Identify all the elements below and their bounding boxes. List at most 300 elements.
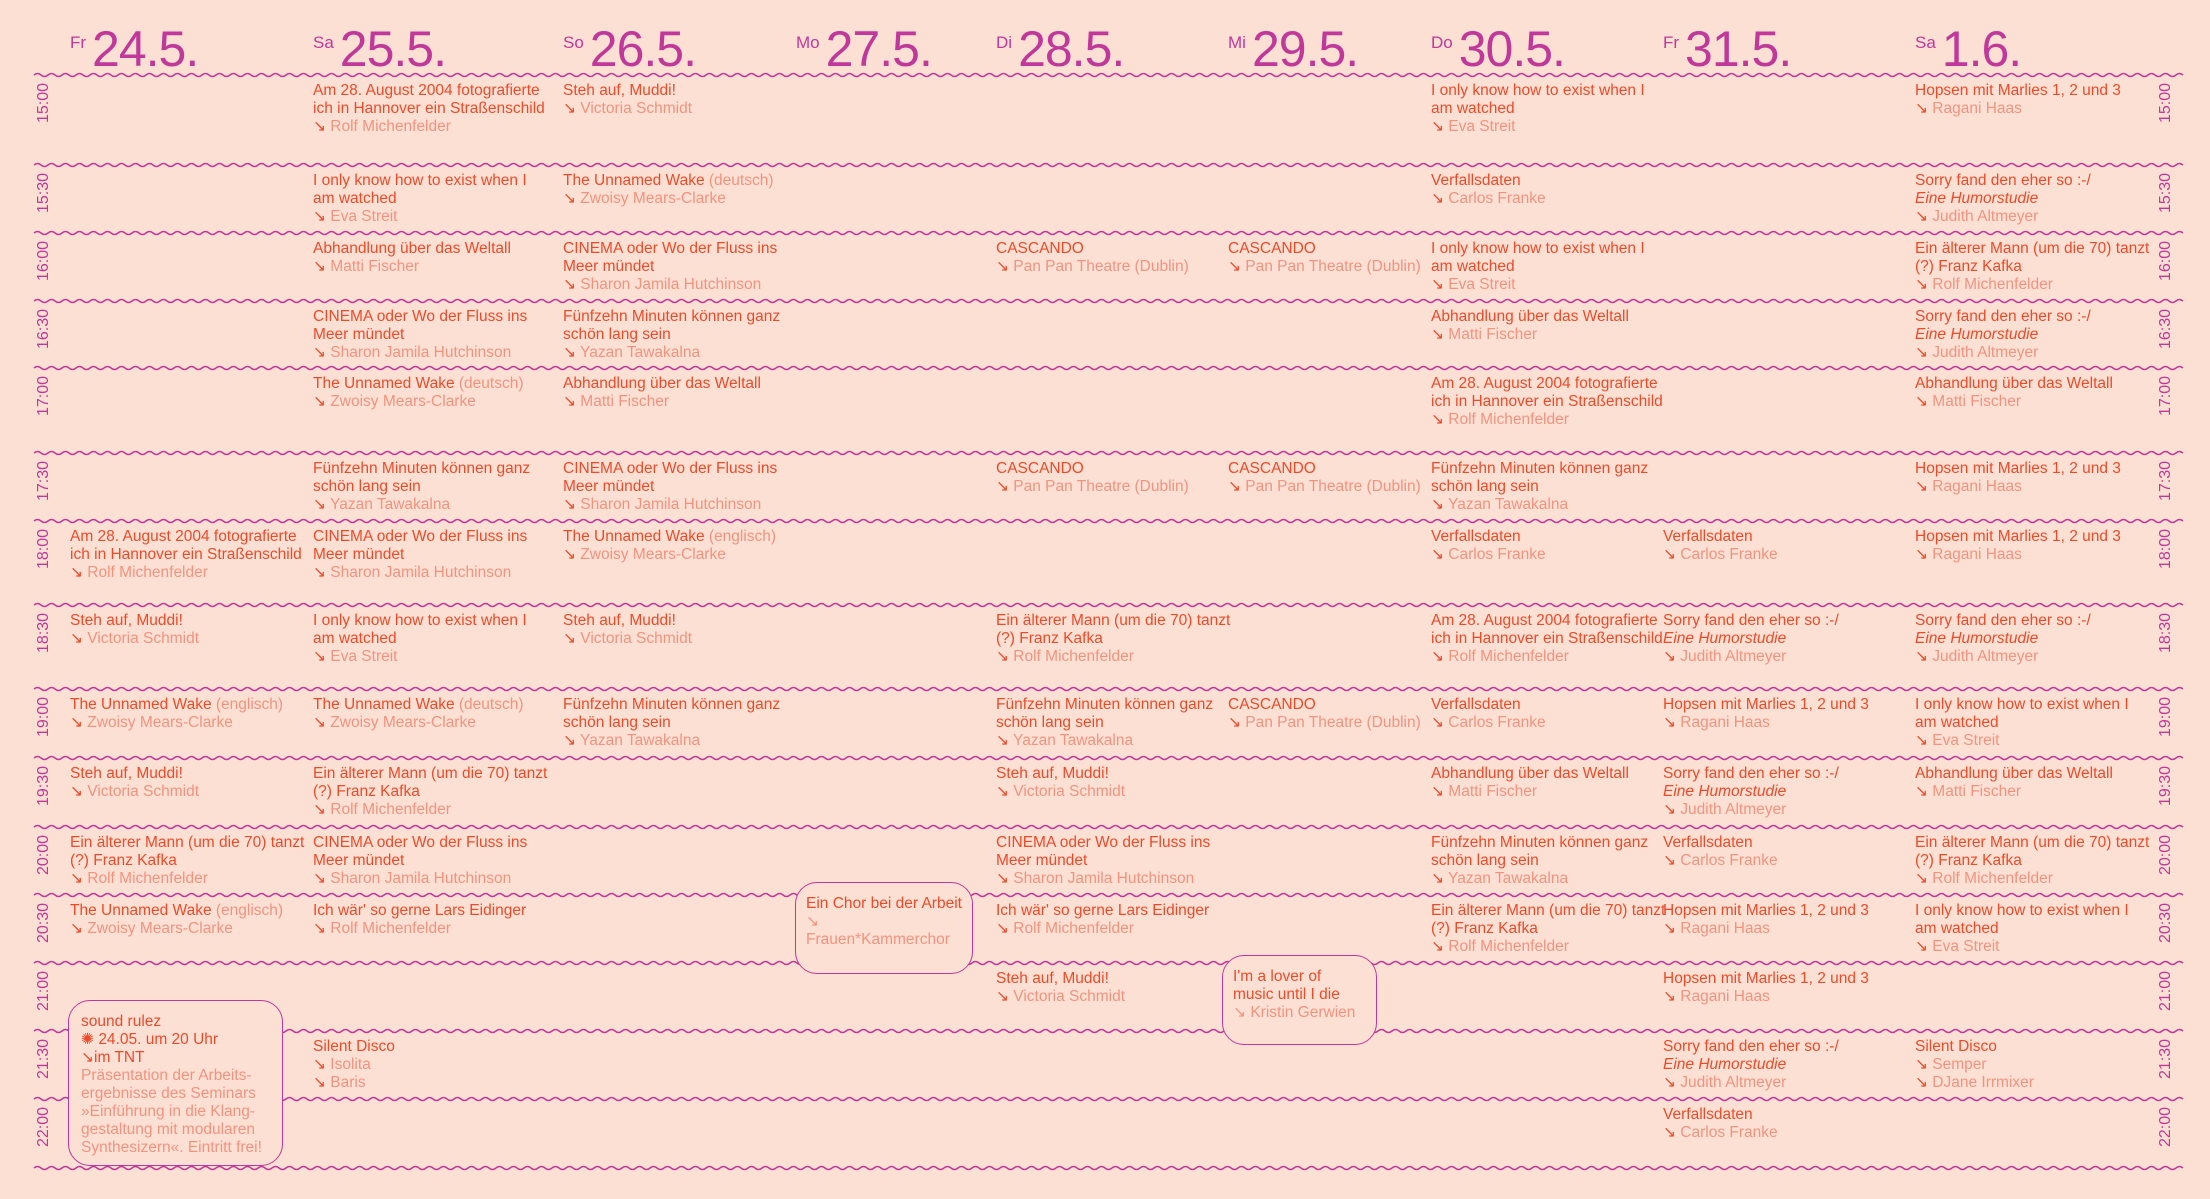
event-title: Ein älterer Mann (um die 70) tanzt (?) Franz Kafka (70, 834, 305, 869)
event[interactable] (1663, 1038, 1901, 1092)
event-title: CINEMA oder Wo der Fluss ins Meer mündet (313, 528, 528, 563)
arrow-icon: ↘ (313, 118, 331, 135)
arrow-icon: ↘ (996, 783, 1014, 800)
arrow-icon: ↘ (313, 1074, 331, 1091)
event-title: Hopsen mit Marlies 1, 2 und 3 (1663, 696, 1869, 713)
grid-line (34, 300, 2183, 303)
event-title: Verfallsdaten (1431, 528, 1521, 545)
event-person: ↘ Isolita (313, 1056, 371, 1073)
arrow-icon: ↘ (1431, 870, 1449, 887)
event-title: CINEMA oder Wo der Fluss ins Meer mündet (563, 240, 778, 275)
event-title: I only know how to exist when I am watched (313, 612, 527, 647)
arrow-icon: ↘ (1915, 100, 1933, 117)
event[interactable] (996, 834, 1234, 888)
event-title: Sorry fand den eher so :-/ (1915, 308, 2091, 325)
event-subtitle: Eine Humorstudie (1663, 783, 1787, 800)
event[interactable] (996, 240, 1234, 276)
event[interactable] (1663, 1106, 1901, 1142)
event[interactable] (1915, 172, 2153, 226)
event-person: ↘ Rolf Michenfelder (313, 920, 451, 937)
special-event-person: Frauen*Kammerchor (806, 931, 950, 948)
event[interactable] (1431, 460, 1669, 514)
event-person: ↘ Pan Pan Theatre (Dublin) (996, 478, 1189, 495)
event[interactable] (1431, 765, 1669, 801)
event[interactable] (563, 308, 801, 362)
arrow-icon: ↘ (313, 920, 331, 937)
event-title: Fünfzehn Minuten können ganz schön lang sein (563, 308, 781, 343)
arrow-icon: ↘ (996, 258, 1014, 275)
weekday-label: Do (1431, 33, 1453, 52)
event[interactable] (313, 696, 551, 732)
event-title: Hopsen mit Marlies 1, 2 und 3 (1663, 902, 1869, 919)
arrow-icon: ↘ (563, 393, 581, 410)
event-person: ↘ Rolf Michenfelder (996, 920, 1134, 937)
arrow-icon: ↘ (1431, 496, 1449, 513)
arrow-icon: ↘ (1915, 938, 1933, 955)
event[interactable] (1663, 970, 1901, 1006)
event-person: ↘ Yazan Tawakalna (1431, 496, 1569, 513)
event-person: ↘ Yazan Tawakalna (1431, 870, 1569, 887)
event-person: ↘ Matti Fischer (1915, 783, 2022, 800)
event-title: I only know how to exist when I am watched (313, 172, 527, 207)
event-language-note: (englisch) (704, 528, 777, 545)
arrow-icon: ↘ (313, 1056, 331, 1073)
event-title: Abhandlung über das Weltall (313, 240, 511, 257)
event-person: ↘ Sharon Jamila Hutchinson (563, 496, 762, 513)
arrow-icon: ↘ (1663, 1124, 1681, 1141)
event-person: ↘ Zwoisy Mears-Clarke (313, 714, 476, 731)
arrow-icon: ↘ (1663, 852, 1681, 869)
weekday-label: Fr (70, 33, 87, 52)
event[interactable] (996, 612, 1234, 666)
event-title: CINEMA oder Wo der Fluss ins Meer mündet (996, 834, 1211, 869)
event-title: I only know how to exist when I am watched (1431, 240, 1645, 275)
event[interactable] (1431, 240, 1669, 294)
arrow-icon: ↘ (1915, 732, 1933, 749)
arrow-icon: ↘ (1228, 258, 1246, 275)
event-person: ↘ Ragani Haas (1663, 714, 1770, 731)
event-person: ↘ Matti Fischer (1431, 326, 1538, 343)
event-person: ↘ Sharon Jamila Hutchinson (563, 276, 762, 293)
event-language-note: (englisch) (211, 696, 284, 713)
event-person: ↘ Matti Fischer (1431, 783, 1538, 800)
event[interactable] (1663, 765, 1901, 819)
event-person: ↘ Rolf Michenfelder (70, 870, 208, 887)
event-person: ↘ Eva Streit (1431, 118, 1516, 135)
event-person: ↘ Sharon Jamila Hutchinson (313, 344, 512, 361)
arrow-icon: ↘ (1915, 344, 1933, 361)
event-title: Fünfzehn Minuten können ganz schön lang sein (996, 696, 1214, 731)
weekday-label: So (563, 33, 584, 52)
day-header (1663, 21, 1792, 77)
grid-line (34, 367, 2183, 370)
arrow-icon: ↘ (996, 732, 1014, 749)
event-person: ↘ Rolf Michenfelder (1431, 411, 1569, 428)
event-person: ↘ Carlos Franke (1431, 190, 1546, 207)
event-title: The Unnamed Wake (englisch) (70, 902, 284, 919)
event[interactable] (1663, 696, 1901, 732)
event-person: ↘ Ragani Haas (1915, 100, 2022, 117)
event-person: ↘ Yazan Tawakalna (563, 344, 701, 361)
arrow-icon: ↘ (563, 630, 581, 647)
event-title: Ich wär' so gerne Lars Eidinger (996, 902, 1210, 919)
date-label: 26.5. (589, 21, 697, 77)
event[interactable] (996, 902, 1234, 938)
event[interactable] (70, 902, 308, 938)
event-person: ↘ Matti Fischer (1915, 393, 2022, 410)
arrow-icon: ↘ (1233, 1004, 1246, 1021)
day-header (313, 21, 447, 77)
event-person: ↘ Rolf Michenfelder (70, 564, 208, 581)
arrow-icon: ↘ (563, 276, 581, 293)
event-title: Abhandlung über das Weltall (1431, 765, 1629, 782)
event[interactable] (1915, 834, 2153, 888)
event-person: ↘ Carlos Franke (1663, 546, 1778, 563)
arrow-icon: ↘ (313, 393, 331, 410)
date-label: 30.5. (1458, 21, 1565, 77)
weekday-label: Fr (1663, 33, 1680, 52)
event[interactable] (1431, 696, 1669, 732)
date-label: 25.5. (339, 21, 447, 77)
arrow-icon: ↘ (996, 648, 1014, 665)
day-header (996, 21, 1125, 77)
arrow-icon: ↘ (996, 478, 1014, 495)
grid-line (34, 757, 2183, 760)
arrow-icon: ↘ (563, 344, 581, 361)
event-person: ↘ Victoria Schmidt (70, 783, 199, 800)
event[interactable] (313, 612, 551, 666)
event[interactable] (313, 375, 551, 411)
day-header (563, 21, 697, 77)
weekday-label: Sa (1915, 33, 1936, 52)
event-title: Abhandlung über das Weltall (1915, 765, 2113, 782)
event-title: Abhandlung über das Weltall (1431, 308, 1629, 325)
arrow-icon: ↘ (1431, 783, 1449, 800)
event-title: Hopsen mit Marlies 1, 2 und 3 (1915, 460, 2121, 477)
event[interactable] (1431, 308, 1669, 344)
arrow-icon: ↘ (1915, 783, 1933, 800)
event-person: ↘ Rolf Michenfelder (313, 801, 451, 818)
event-person: ↘ Baris (313, 1074, 366, 1091)
arrow-icon: ↘ (1915, 393, 1933, 410)
event-person: ↘ Judith Altmeyer (1663, 801, 1787, 818)
event-title: Steh auf, Muddi! (996, 970, 1109, 987)
event[interactable] (313, 1038, 551, 1092)
day-header (1915, 21, 2022, 77)
event-person: ↘ Ragani Haas (1663, 920, 1770, 937)
event[interactable] (996, 765, 1234, 801)
event[interactable] (313, 240, 551, 276)
event[interactable] (313, 82, 551, 136)
arrow-icon: ↘ (70, 920, 88, 937)
special-event-title: Ein Chor bei der Arbeit (806, 895, 962, 912)
arrow-icon: ↘ (563, 190, 581, 207)
arrow-icon: ↘ (996, 870, 1014, 887)
date-label: 24.5. (92, 21, 199, 77)
event[interactable] (1915, 375, 2153, 411)
event-person: ↘ Yazan Tawakalna (563, 732, 701, 749)
event-title: Ein älterer Mann (um die 70) tanzt (?) Franz Kafka (1431, 902, 1666, 937)
arrow-icon: ↘ (996, 920, 1014, 937)
event-person: ↘ Zwoisy Mears-Clarke (563, 190, 726, 207)
weekday-label: Mi (1228, 33, 1246, 52)
event-person: ↘ Judith Altmeyer (1915, 208, 2039, 225)
arrow-icon: ↘ (1431, 648, 1449, 665)
event-person: ↘ Carlos Franke (1431, 546, 1546, 563)
arrow-icon: ↘ (563, 496, 581, 513)
arrow-icon: ↘ (1663, 546, 1681, 563)
event-title: Abhandlung über das Weltall (563, 375, 761, 392)
weekday-label: Mo (796, 33, 820, 52)
arrow-icon: ↘ (1228, 478, 1246, 495)
arrow-icon: ↘ (70, 564, 88, 581)
grid-line (34, 1030, 2183, 1033)
event[interactable] (1431, 528, 1669, 564)
event[interactable] (1915, 1038, 2153, 1092)
event-title: Fünfzehn Minuten können ganz schön lang sein (1431, 460, 1649, 495)
event-title: CASCANDO (1228, 460, 1316, 477)
event-person: ↘ Yazan Tawakalna (313, 496, 451, 513)
arrow-icon: ↘ (313, 714, 331, 731)
weekday-label: Sa (313, 33, 334, 52)
event[interactable] (313, 172, 551, 226)
event-title: Sorry fand den eher so :-/ (1915, 612, 2091, 629)
event-title: Steh auf, Muddi! (563, 612, 676, 629)
event-title: Ich wär' so gerne Lars Eidinger (313, 902, 527, 919)
sound-date: 24.05. um 20 Uhr (98, 1031, 219, 1048)
event[interactable] (1431, 375, 1669, 429)
event-person: ↘ Eva Streit (1431, 276, 1516, 293)
event[interactable] (563, 696, 801, 750)
event-title: CASCANDO (996, 240, 1084, 257)
arrow-icon: ↘ (70, 870, 88, 887)
event[interactable] (1915, 612, 2153, 666)
sound-rulez-box[interactable] (68, 1000, 283, 1166)
event-title: Verfallsdaten (1431, 172, 1521, 189)
arrow-icon: ↘ (313, 648, 331, 665)
event-title: CASCANDO (1228, 696, 1316, 713)
special-event-lover-of-music[interactable] (1222, 955, 1377, 1045)
event[interactable] (563, 240, 801, 294)
arrow-icon: ↘ (1663, 648, 1681, 665)
arrow-icon: ↘ (1663, 714, 1681, 731)
arrow-icon: ↘ (70, 714, 88, 731)
event-person: ↘ DJane Irrmixer (1915, 1074, 2034, 1091)
event-person: ↘ Judith Altmeyer (1915, 648, 2039, 665)
event-subtitle: Eine Humorstudie (1915, 326, 2039, 343)
event[interactable] (996, 696, 1234, 750)
date-label: 31.5. (1685, 21, 1792, 77)
grid-line (34, 1098, 2183, 1101)
event-language-note: (englisch) (211, 902, 284, 919)
arrow-icon: ↘ (1915, 1056, 1933, 1073)
event[interactable] (563, 375, 801, 411)
event[interactable] (1431, 612, 1669, 666)
arrow-icon: ↘ (313, 870, 331, 887)
event[interactable] (313, 765, 551, 819)
event-person: ↘ Ragani Haas (1915, 478, 2022, 495)
event[interactable] (1915, 308, 2153, 362)
event[interactable] (1915, 765, 2153, 801)
event-person: ↘ Victoria Schmidt (563, 100, 692, 117)
arrow-icon: ↘ (1915, 546, 1933, 563)
event-title: Am 28. August 2004 fotografierte ich in Hannover ein Straßenschild (1431, 375, 1663, 410)
event[interactable] (313, 834, 551, 888)
event-person: ↘ Judith Altmeyer (1915, 344, 2039, 361)
event[interactable] (1431, 172, 1669, 208)
sun-icon: ✺ (81, 1031, 94, 1048)
arrow-icon: ↘ (313, 344, 331, 361)
arrow-icon: ↘ (563, 546, 581, 563)
arrow-icon: ↘ (563, 732, 581, 749)
event-title: Ein älterer Mann (um die 70) tanzt (?) Franz Kafka (313, 765, 548, 800)
event[interactable] (1915, 82, 2153, 118)
event[interactable] (1431, 834, 1669, 888)
event[interactable] (1663, 528, 1901, 564)
special-event-chor[interactable] (795, 882, 973, 974)
event[interactable] (996, 460, 1234, 496)
grid-line (34, 452, 2183, 455)
event-language-note: (deutsch) (454, 696, 524, 713)
event[interactable] (1431, 82, 1669, 136)
event[interactable] (563, 460, 801, 514)
event-title: Sorry fand den eher so :-/ (1663, 765, 1839, 782)
arrow-icon: ↘ (1431, 326, 1449, 343)
event-person: ↘ Rolf Michenfelder (996, 648, 1134, 665)
arrow-icon: ↘ (313, 496, 331, 513)
event-title: Hopsen mit Marlies 1, 2 und 3 (1915, 528, 2121, 545)
event-person: ↘ Judith Altmeyer (1663, 1074, 1787, 1091)
event-title: I only know how to exist when I am watched (1915, 696, 2129, 731)
event[interactable] (563, 82, 801, 118)
event[interactable] (1663, 612, 1901, 666)
event-title: Am 28. August 2004 fotografierte ich in Hannover ein Straßenschild (70, 528, 302, 563)
date-label: 29.5. (1251, 21, 1359, 77)
event[interactable] (1431, 902, 1669, 956)
event-person: ↘ Victoria Schmidt (996, 988, 1125, 1005)
event-person: ↘ Semper (1915, 1056, 1987, 1073)
event-person: ↘ Victoria Schmidt (563, 630, 692, 647)
event-person: ↘ Rolf Michenfelder (1915, 870, 2053, 887)
event[interactable] (70, 612, 308, 648)
event-subtitle: Eine Humorstudie (1915, 190, 2039, 207)
event-person: ↘ Carlos Franke (1431, 714, 1546, 731)
event-subtitle: Eine Humorstudie (1663, 630, 1787, 647)
event-title: Ein älterer Mann (um die 70) tanzt (?) Franz Kafka (1915, 834, 2150, 869)
special-event-person: Kristin Gerwien (1250, 1004, 1356, 1021)
event-person: ↘ Victoria Schmidt (996, 783, 1125, 800)
event[interactable] (313, 308, 551, 362)
arrow-icon: ↘ (563, 100, 581, 117)
event-title: Abhandlung über das Weltall (1915, 375, 2113, 392)
event[interactable] (1915, 902, 2153, 956)
event[interactable] (313, 528, 551, 582)
event[interactable] (70, 834, 308, 888)
event-title: Steh auf, Muddi! (563, 82, 676, 99)
event[interactable] (1915, 460, 2153, 496)
event-title: Am 28. August 2004 fotografierte ich in Hannover ein Straßenschild (313, 82, 545, 117)
event-title: I only know how to exist when I am watched (1915, 902, 2129, 937)
event-person: ↘ Rolf Michenfelder (1431, 648, 1569, 665)
event-title: Hopsen mit Marlies 1, 2 und 3 (1663, 970, 1869, 987)
arrow-icon: ↘ (1915, 870, 1933, 887)
event-person: ↘ Eva Streit (1915, 938, 2000, 955)
event-person: ↘ Zwoisy Mears-Clarke (563, 546, 726, 563)
event[interactable] (1663, 902, 1901, 938)
event-title: I only know how to exist when I am watched (1431, 82, 1645, 117)
event-title: Steh auf, Muddi! (70, 612, 183, 629)
arrow-icon: ↘ (1915, 276, 1933, 293)
event-person: ↘ Rolf Michenfelder (313, 118, 451, 135)
event-person: ↘ Pan Pan Theatre (Dublin) (1228, 714, 1421, 731)
arrow-icon: ↘ (81, 1049, 94, 1066)
arrow-icon: ↘ (1915, 478, 1933, 495)
event-person: ↘ Matti Fischer (313, 258, 420, 275)
event-title: Steh auf, Muddi! (70, 765, 183, 782)
event-language-note: (deutsch) (454, 375, 524, 392)
event[interactable] (1915, 240, 2153, 294)
event[interactable] (563, 172, 801, 208)
event-person: ↘ Sharon Jamila Hutchinson (313, 564, 512, 581)
event-person: ↘ Rolf Michenfelder (1915, 276, 2053, 293)
event[interactable] (70, 528, 308, 582)
event-person: ↘ Sharon Jamila Hutchinson (996, 870, 1195, 887)
event-language-note: (deutsch) (704, 172, 774, 189)
event-title: Fünfzehn Minuten können ganz schön lang sein (313, 460, 531, 495)
event[interactable] (1915, 528, 2153, 564)
event-title: The Unnamed Wake (deutsch) (313, 696, 524, 713)
event-person: ↘ Pan Pan Theatre (Dublin) (996, 258, 1189, 275)
event[interactable] (70, 765, 308, 801)
event[interactable] (313, 460, 551, 514)
event-title: Fünfzehn Minuten können ganz schön lang sein (1431, 834, 1649, 869)
event[interactable] (563, 612, 801, 648)
date-label: 1.6. (1941, 21, 2022, 77)
grid-line (34, 1167, 2183, 1170)
event-person: ↘ Matti Fischer (563, 393, 670, 410)
event-person: ↘ Sharon Jamila Hutchinson (313, 870, 512, 887)
event-title: CINEMA oder Wo der Fluss ins Meer mündet (313, 308, 528, 343)
event-title: The Unnamed Wake (deutsch) (563, 172, 774, 189)
event-person: ↘ Eva Streit (1915, 732, 2000, 749)
arrow-icon: ↘ (1431, 276, 1449, 293)
event-title: The Unnamed Wake (englisch) (563, 528, 777, 545)
event[interactable] (563, 528, 801, 564)
arrow-icon: ↘ (1431, 546, 1449, 563)
event-title: Sorry fand den eher so :-/ (1663, 612, 1839, 629)
sound-description: Präsentation der Arbeits-ergebnisse des Seminars »Einführung in die Klang-gestaltung mit modularen Synthesizern«. Eintritt frei! (81, 1067, 262, 1156)
event-person: ↘ Ragani Haas (1915, 546, 2022, 563)
event-person: ↘ Zwoisy Mears-Clarke (70, 920, 233, 937)
event[interactable] (313, 902, 551, 938)
arrow-icon: ↘ (1431, 714, 1449, 731)
arrow-icon: ↘ (70, 783, 88, 800)
event[interactable] (996, 970, 1234, 1006)
date-label: 28.5. (1018, 21, 1125, 77)
event-person: ↘ Yazan Tawakalna (996, 732, 1134, 749)
event-person: ↘ Victoria Schmidt (70, 630, 199, 647)
arrow-icon: ↘ (1663, 988, 1681, 1005)
grid-line (34, 688, 2183, 691)
event-person: ↘ Zwoisy Mears-Clarke (313, 393, 476, 410)
arrow-icon: ↘ (1431, 118, 1449, 135)
event[interactable] (1915, 696, 2153, 750)
arrow-icon: ↘ (1915, 1074, 1933, 1091)
event[interactable] (1663, 834, 1901, 870)
arrow-icon: ↘ (996, 988, 1014, 1005)
event-title: Am 28. August 2004 fotografierte ich in Hannover ein Straßenschild (1431, 612, 1663, 647)
event[interactable] (70, 696, 308, 732)
